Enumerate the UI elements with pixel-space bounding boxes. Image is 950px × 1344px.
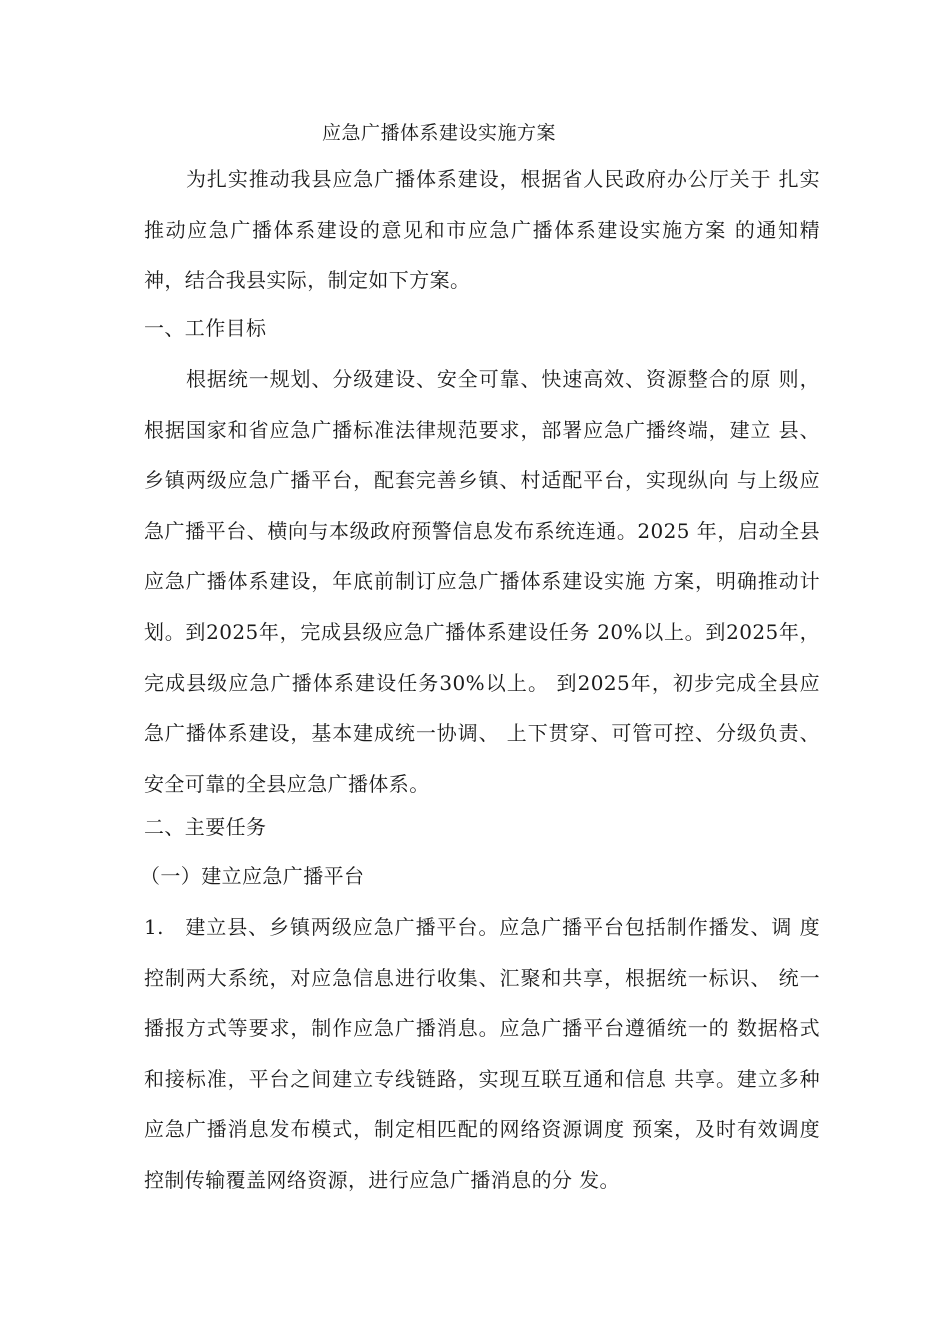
section-heading-tasks: 二、主要任务 <box>144 815 267 839</box>
document-title: 应急广播体系建设实施方案 <box>322 122 557 144</box>
task-item-1: 1. 建立县、乡镇两级应急广播平台。应急广播平台包括制作播发、调 度控制两大系统，对应急信息进行收集、汇聚和共享，根据统一标识、 统一播报方式等要求，制作应急广播消息。应急广播平台遵循统一的 数据格式和接标准，平台之间建立专线链路，实现互联互通和信息 共享。建立多种应急广播消息发布模式，制定相匹配的网络资源调度 预案，及时有效调度控制传输覆盖网络资源，进行应急广播消息的分 发。 <box>144 915 820 1192</box>
section-heading-goals: 一、工作目标 <box>144 316 267 340</box>
goals-paragraph: 根据统一规划、分级建设、安全可靠、快速高效、资源整合的原 则，根据国家和省应急广播标准法律规范要求，部署应急广播终端，建立 县、乡镇两级应急广播平台，配套完善乡镇、村适配平台，实现纵向 与上级应急广播平台、横向与本级政府预警信息发布系统连通。2025 年，启动全县应急广播体系建设，年底前制订应急广播体系建设实施 方案，明确推动计划。到2025年，完成县级应急广播体系建设任务 20%以上。到2025年，完成县级应急广播体系建设任务30%以上。 到2025年，初步完成全县应急广播体系建设，基本建成统一协调、 上下贯穿、可管可控、分级负责、安全可靠的全县应急广播体系。 <box>144 367 820 796</box>
intro-paragraph: 为扎实推动我县应急广播体系建设，根据省人民政府办公厅关于 扎实推动应急广播体系建设的意见和市应急广播体系建设实施方案 的通知精神，结合我县实际，制定如下方案。 <box>144 167 820 293</box>
subsection-heading-platform: （一）建立应急广播平台 <box>140 864 365 888</box>
